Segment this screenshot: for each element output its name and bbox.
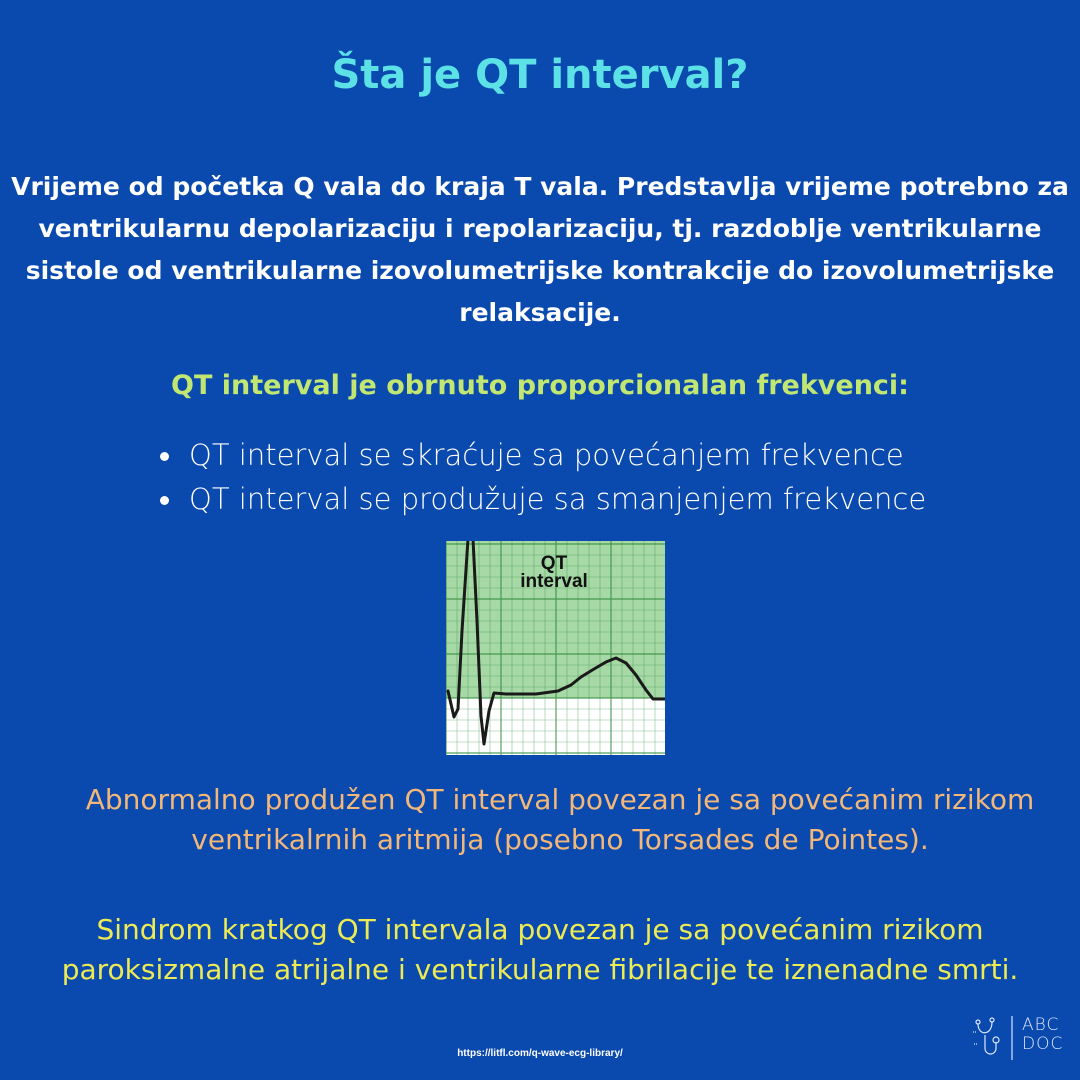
logo-line-abc: ABC [1022,1015,1060,1035]
definition-text: Vrijeme od početka Q vala do kraja T vala. Predstavlja vrijeme potrebno za ventrikularnu depolarizaciju i repolarizaciju, tj. razdoblje ventrikularne sistole od ventrikularne izovolumetrijske kontrakcije do izovolumetrijske relaksacije. [11,172,1069,327]
logo-line-doc: DOC [1022,1034,1064,1054]
prolonged-qt-warning: Abnormalno produžen QT interval povezan je sa povećanim rizikom ventrikalrnih aritmija (posebno Torsades de Pointes). [85,783,1035,856]
ecg-label-interval: interval [520,571,588,592]
ecg-qt-figure [446,541,665,755]
subheading: QT interval je obrnuto proporcionalan frekvenci: [171,370,909,401]
source-link[interactable]: https://litfl.com/q-wave-ecg-library/ [457,1048,623,1059]
page-title: Šta je QT interval? [331,52,749,98]
bullet-item-prolonging: QT interval se produžuje sa smanjenjem frekvence [160,477,926,521]
ecg-label-qt: QT [540,553,568,574]
bullet-item-shortening: QT interval se skraćuje sa povećanjem frekvence [160,433,926,477]
stethoscope-icon [973,1018,999,1054]
short-qt-syndrome-text: Sindrom kratkog QT intervala povezan je sa povećanim rizikom paroksizmalne atrijalne i ventrikularne fibrilacije te iznenadne smrti. [61,913,1019,986]
bullet-list [160,433,926,521]
logo-wordmark [1022,1016,1063,1054]
